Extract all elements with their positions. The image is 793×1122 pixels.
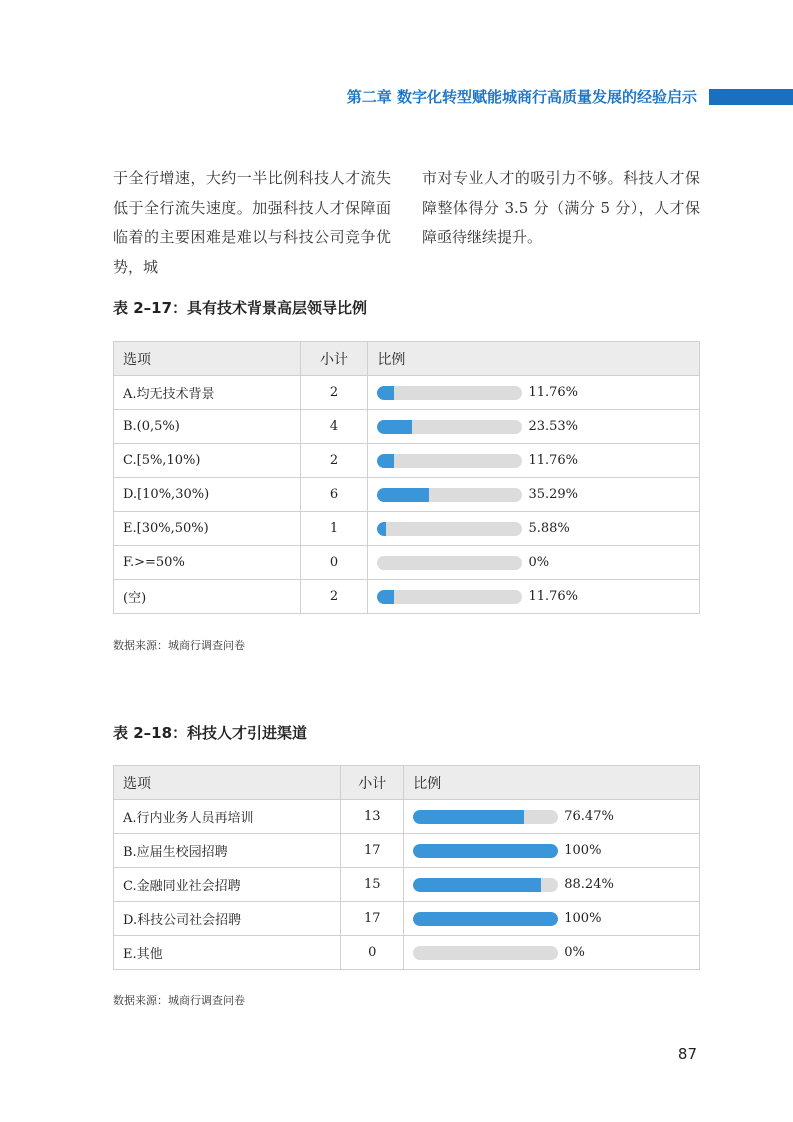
percent-label: 76.47% xyxy=(564,809,614,824)
row-ratio xyxy=(404,868,700,902)
table1-header-option: 选项 xyxy=(114,342,301,376)
table1-source: 数据来源：城商行调查问卷 xyxy=(113,639,245,652)
progress-bar-fill xyxy=(413,810,524,824)
progress-bar-track xyxy=(377,488,522,502)
progress-bar-track xyxy=(413,946,558,960)
ratio-bar-cell xyxy=(413,877,690,892)
ratio-bar-cell xyxy=(413,911,690,926)
row-count: 17 xyxy=(341,834,404,868)
table-row xyxy=(114,902,700,936)
row-ratio xyxy=(368,444,700,478)
row-ratio xyxy=(368,376,700,410)
table1-title: 表 2–17：具有技术背景高层领导比例 xyxy=(113,299,368,317)
row-ratio xyxy=(368,512,700,546)
row-option: D.科技公司社会招聘 xyxy=(114,902,341,936)
row-option: C.[5%,10%) xyxy=(114,444,301,478)
row-count: 0 xyxy=(300,546,368,580)
percent-label: 0% xyxy=(528,555,550,570)
row-option: A.行内业务人员再培训 xyxy=(114,800,341,834)
percent-label: 11.76% xyxy=(528,385,579,400)
body-left-column: 于全行增速，大约一半比例科技人才流失低于全行流失速度。加强科技人才保障面临着的主要困难是难以与科技公司竞争优势，城 xyxy=(113,169,391,276)
row-option: E.其他 xyxy=(114,936,341,970)
row-ratio xyxy=(404,936,700,970)
table-row xyxy=(114,478,700,512)
page-number: 87 xyxy=(677,1045,697,1063)
row-count: 2 xyxy=(300,444,368,478)
ratio-bar-cell xyxy=(377,589,690,604)
ratio-bar-cell xyxy=(377,487,690,502)
row-ratio xyxy=(368,546,700,580)
row-option: E.[30%,50%) xyxy=(114,512,301,546)
row-count: 2 xyxy=(300,580,368,614)
row-count: 2 xyxy=(300,376,368,410)
ratio-bar-cell xyxy=(377,555,690,570)
percent-label: 35.29% xyxy=(528,487,579,502)
row-option: B.(0,5%) xyxy=(114,410,301,444)
row-count: 4 xyxy=(300,410,368,444)
table1-header-count: 小计 xyxy=(300,342,368,376)
row-ratio xyxy=(404,800,700,834)
table-row xyxy=(114,512,700,546)
progress-bar-track xyxy=(377,556,522,570)
body-right-column: 市对专业人才的吸引力不够。科技人才保障整体得分 3.5 分（满分 5 分），人才保障亟待继续提升。 xyxy=(422,169,700,246)
table-row xyxy=(114,580,700,614)
row-ratio xyxy=(368,580,700,614)
percent-label: 5.88% xyxy=(528,521,570,536)
table1 xyxy=(113,341,700,614)
table1-header-row xyxy=(114,342,700,376)
table-row xyxy=(114,834,700,868)
progress-bar-fill xyxy=(377,522,386,536)
row-ratio xyxy=(368,410,700,444)
row-option: C.金融同业社会招聘 xyxy=(114,868,341,902)
row-count: 6 xyxy=(300,478,368,512)
progress-bar-fill xyxy=(377,420,411,434)
ratio-bar-cell xyxy=(413,843,690,858)
table-row xyxy=(114,868,700,902)
row-option: D.[10%,30%) xyxy=(114,478,301,512)
table-row xyxy=(114,376,700,410)
table2-header-option: 选项 xyxy=(114,766,341,800)
ratio-bar-cell xyxy=(413,809,690,824)
chapter-header xyxy=(0,86,793,108)
table1-header-ratio: 比例 xyxy=(368,342,700,376)
progress-bar-track xyxy=(413,878,558,892)
progress-bar-fill xyxy=(413,844,558,858)
row-ratio xyxy=(404,902,700,936)
table2 xyxy=(113,765,700,970)
progress-bar-fill xyxy=(377,488,428,502)
percent-label: 11.76% xyxy=(528,453,579,468)
progress-bar-track xyxy=(377,454,522,468)
row-option: (空) xyxy=(114,580,301,614)
ratio-bar-cell xyxy=(377,419,690,434)
body-text xyxy=(113,164,700,282)
ratio-bar-cell xyxy=(377,521,690,536)
row-count: 17 xyxy=(341,902,404,936)
progress-bar-fill xyxy=(413,912,558,926)
table2-header-ratio: 比例 xyxy=(404,766,700,800)
row-count: 15 xyxy=(341,868,404,902)
chapter-accent-bar xyxy=(709,89,793,105)
table2-source: 数据来源：城商行调查问卷 xyxy=(113,994,245,1007)
chapter-title: 第二章 数字化转型赋能城商行高质量发展的经验启示 xyxy=(346,88,697,106)
row-option: B.应届生校园招聘 xyxy=(114,834,341,868)
row-count: 0 xyxy=(341,936,404,970)
row-option: F.>=50% xyxy=(114,546,301,580)
percent-label: 100% xyxy=(564,911,602,926)
table-row xyxy=(114,800,700,834)
table2-header-count: 小计 xyxy=(341,766,404,800)
progress-bar-fill xyxy=(413,878,541,892)
table2-header-row xyxy=(114,766,700,800)
table-row xyxy=(114,444,700,478)
progress-bar-track xyxy=(377,590,522,604)
ratio-bar-cell xyxy=(377,385,690,400)
percent-label: 23.53% xyxy=(528,419,579,434)
percent-label: 0% xyxy=(564,945,585,960)
table-row xyxy=(114,546,700,580)
progress-bar-track xyxy=(377,386,522,400)
row-count: 13 xyxy=(341,800,404,834)
table-row xyxy=(114,410,700,444)
progress-bar-track xyxy=(413,810,558,824)
percent-label: 88.24% xyxy=(564,877,614,892)
progress-bar-track xyxy=(413,912,558,926)
ratio-bar-cell xyxy=(377,453,690,468)
row-ratio xyxy=(404,834,700,868)
ratio-bar-cell xyxy=(413,945,690,960)
row-count: 1 xyxy=(300,512,368,546)
table2-title: 表 2–18：科技人才引进渠道 xyxy=(113,724,308,742)
progress-bar-fill xyxy=(377,454,394,468)
table-row xyxy=(114,936,700,970)
progress-bar-track xyxy=(377,420,522,434)
progress-bar-track xyxy=(377,522,522,536)
percent-label: 11.76% xyxy=(528,589,579,604)
progress-bar-fill xyxy=(377,590,394,604)
row-option: A.均无技术背景 xyxy=(114,376,301,410)
progress-bar-track xyxy=(413,844,558,858)
row-ratio xyxy=(368,478,700,512)
percent-label: 100% xyxy=(564,843,602,858)
progress-bar-fill xyxy=(377,386,394,400)
